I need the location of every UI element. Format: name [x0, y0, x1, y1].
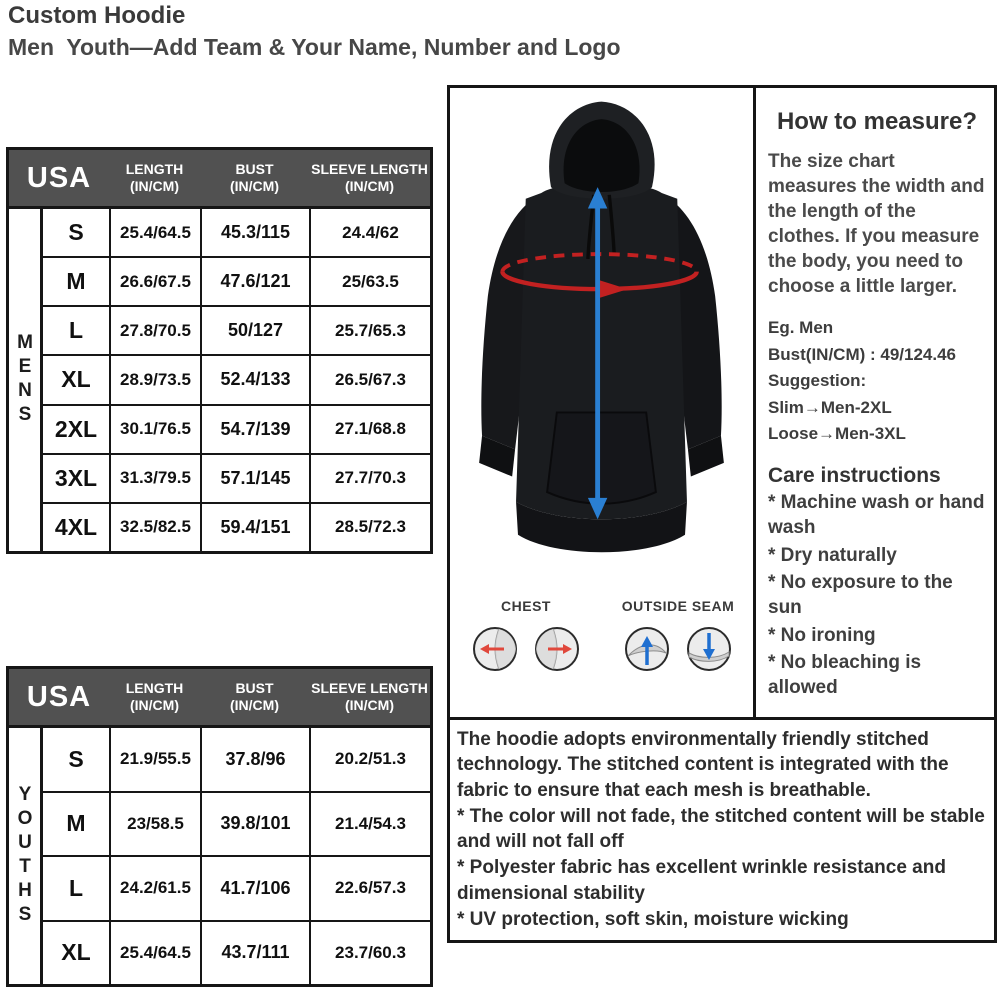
table-row: [43, 728, 430, 791]
size-cell: 2XL: [54, 415, 98, 442]
page-title: Custom Hoodie: [8, 2, 186, 29]
sleeve-cell: 23.7/60.3: [309, 922, 430, 985]
column-header-length: LENGTH (IN/CM): [125, 160, 184, 194]
product-info-box: [447, 85, 997, 943]
column-header-length: LENGTH (IN/CM): [125, 679, 184, 713]
hoodie-image: [450, 90, 753, 595]
length-cell: 25.4/64.5: [109, 922, 200, 985]
size-cell: XL: [61, 939, 91, 966]
how-to-measure-panel: [756, 88, 994, 717]
size-cell: 4XL: [54, 513, 98, 540]
care-item: * No ironing: [768, 624, 876, 646]
chest-arrow-right-icon: [534, 626, 580, 672]
bust-cell: 54.7/139: [200, 406, 309, 453]
hoodie-measure-panel: [450, 88, 756, 717]
column-header-sleeve-length: SLEEVE LENGTH (IN/CM): [311, 160, 428, 194]
size-cell: 3XL: [54, 464, 98, 491]
table-row: [43, 855, 430, 920]
sleeve-cell: 27.1/68.8: [309, 406, 430, 453]
length-cell: 27.8/70.5: [109, 307, 200, 354]
sleeve-cell: 20.2/51.3: [309, 728, 430, 791]
size-cell: L: [68, 317, 84, 344]
length-cell: 21.9/55.5: [109, 728, 200, 791]
sleeve-cell: 27.7/70.3: [309, 455, 430, 502]
youths-group-column: [9, 728, 43, 984]
example-line: Loose→Men-3XL: [768, 423, 906, 443]
bust-cell: 47.6/121: [200, 258, 309, 305]
description-line: The hoodie adopts environmentally friendly stitched technology. The stitched content is integrated with the fabric to ensure that each mesh is breathable.: [457, 729, 949, 801]
care-instructions-heading: Care instructions: [768, 464, 941, 488]
mens-group-label: MENS: [14, 332, 36, 428]
size-cell: M: [66, 810, 86, 837]
mens-size-chart: [6, 147, 433, 554]
chest-measure-figure: [460, 598, 592, 672]
column-header-bust: BUST (IN/CM): [230, 160, 279, 194]
sleeve-cell: 21.4/54.3: [309, 793, 430, 856]
example-line: Eg. Men: [768, 318, 834, 338]
example-line: Slim→Men-2XL: [768, 397, 892, 417]
sleeve-cell: 25/63.5: [309, 258, 430, 305]
table-row: [43, 305, 430, 354]
outside-seam-label: OUTSIDE SEAM: [621, 598, 735, 614]
how-to-measure-intro: The size chart measures the width and the length of the clothes. If you measure the body, you need to choose a little larger.: [768, 151, 985, 298]
bust-cell: 59.4/151: [200, 504, 309, 551]
bust-cell: 52.4/133: [200, 356, 309, 403]
page-subtitle: Men Youth—Add Team & Your Name, Number and Logo: [8, 34, 621, 60]
sleeve-cell: 22.6/57.3: [309, 857, 430, 920]
bust-cell: 57.1/145: [200, 455, 309, 502]
bust-cell: 39.8/101: [200, 793, 309, 856]
example-line: Bust(IN/CM) : 49/124.46: [768, 344, 956, 364]
description-line: * The color will not fade, the stitched content will be stable and will not fall off: [457, 805, 985, 853]
bust-cell: 45.3/115: [200, 209, 309, 256]
size-cell: S: [68, 745, 84, 772]
measure-example: [768, 315, 986, 447]
how-to-measure-heading: How to measure?: [776, 108, 978, 135]
table-row: [43, 502, 430, 551]
length-cell: 26.6/67.5: [109, 258, 200, 305]
bust-cell: 50/127: [200, 307, 309, 354]
size-cell: XL: [61, 366, 91, 393]
mens-group-column: [9, 209, 43, 551]
length-cell: 28.9/73.5: [109, 356, 200, 403]
table-row: [43, 256, 430, 305]
table-row: [43, 453, 430, 502]
example-line: Suggestion:: [768, 371, 867, 391]
table-row: [43, 404, 430, 453]
table-row: [43, 354, 430, 403]
care-item: * Machine wash or hand wash: [768, 492, 985, 538]
length-cell: 24.2/61.5: [109, 857, 200, 920]
size-cell: L: [68, 874, 84, 901]
product-description-panel: [450, 717, 994, 940]
sleeve-cell: 28.5/72.3: [309, 504, 430, 551]
outside-seam-measure-figure: [608, 598, 748, 672]
care-item: * No exposure to the sun: [768, 572, 953, 618]
care-instructions: [768, 464, 986, 701]
length-cell: 25.4/64.5: [109, 209, 200, 256]
sleeve-cell: 26.5/67.3: [309, 356, 430, 403]
table-row: [43, 920, 430, 985]
bust-cell: 41.7/106: [200, 857, 309, 920]
column-header-bust: BUST (IN/CM): [230, 679, 279, 713]
youths-group-label: YOUTHS: [14, 784, 36, 928]
length-cell: 23/58.5: [109, 793, 200, 856]
length-cell: 30.1/76.5: [109, 406, 200, 453]
seam-arrow-up-icon: [624, 626, 670, 672]
size-cell: S: [68, 219, 84, 246]
length-cell: 32.5/82.5: [109, 504, 200, 551]
chest-arrow-left-icon: [472, 626, 518, 672]
bust-cell: 43.7/111: [200, 922, 309, 985]
length-cell: 31.3/79.5: [109, 455, 200, 502]
youths-chart-header: [9, 669, 430, 728]
seam-arrow-down-icon: [686, 626, 732, 672]
care-item: * No bleaching is allowed: [768, 652, 922, 698]
care-item: * Dry naturally: [768, 544, 897, 566]
chest-label: CHEST: [501, 598, 551, 614]
table-row: [43, 791, 430, 856]
column-header-usa: USA: [26, 680, 92, 713]
column-header-sleeve-length: SLEEVE LENGTH (IN/CM): [311, 679, 428, 713]
mens-chart-header: [9, 150, 430, 209]
bust-cell: 37.8/96: [200, 728, 309, 791]
sleeve-cell: 24.4/62: [309, 209, 430, 256]
description-line: * UV protection, soft skin, moisture wicking: [457, 908, 849, 930]
table-row: [43, 209, 430, 256]
sleeve-cell: 25.7/65.3: [309, 307, 430, 354]
youths-size-chart: [6, 666, 433, 987]
description-line: * Polyester fabric has excellent wrinkle resistance and dimensional stability: [457, 857, 946, 904]
size-cell: M: [66, 268, 86, 295]
column-header-usa: USA: [26, 161, 92, 194]
